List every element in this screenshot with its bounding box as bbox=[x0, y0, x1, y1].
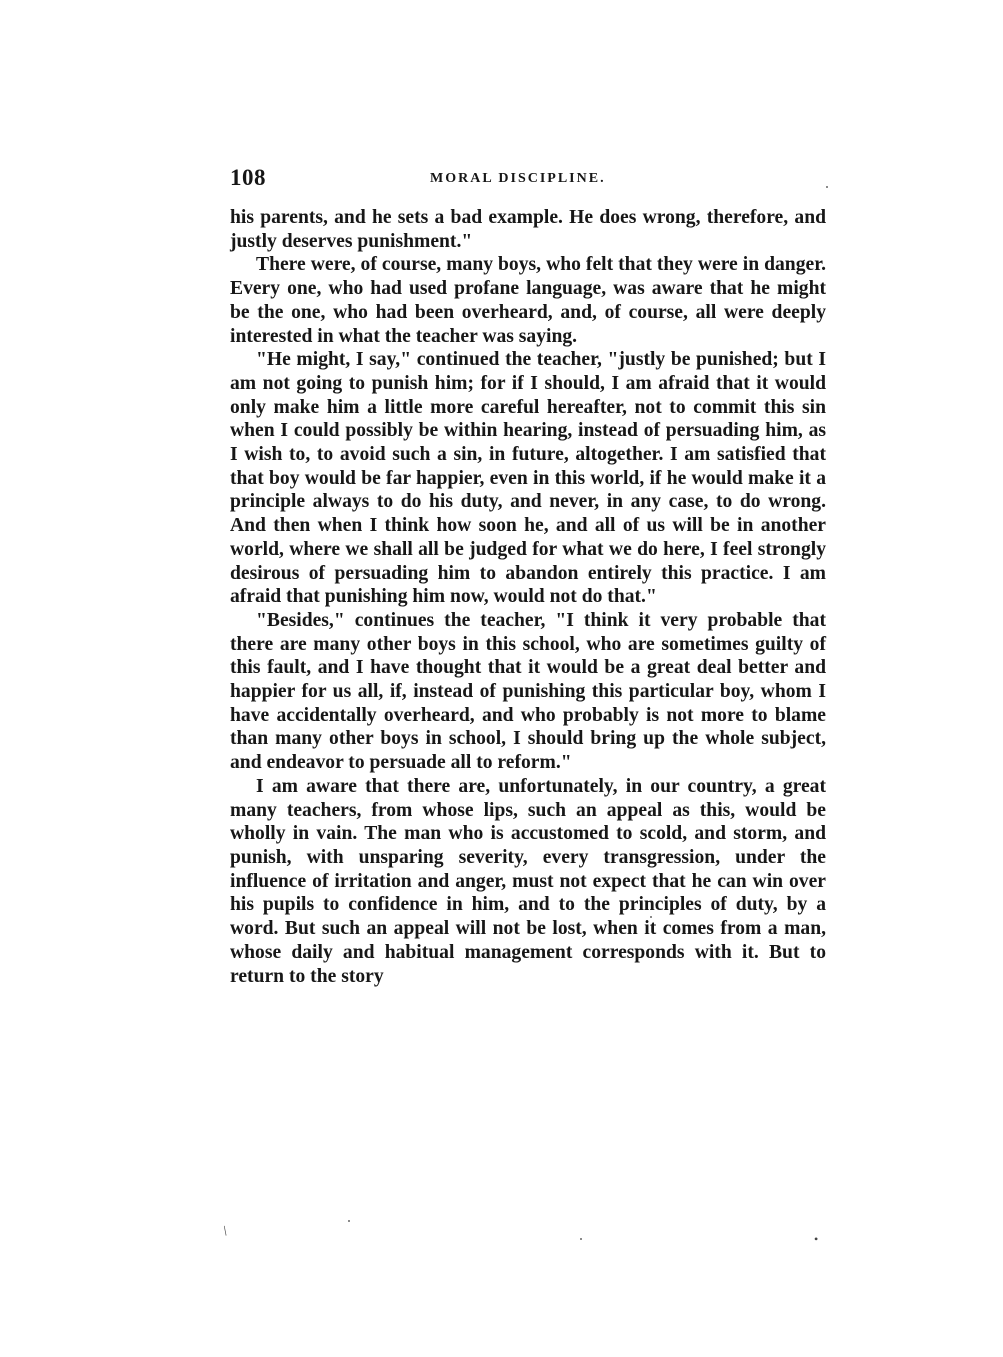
stray-mark: / bbox=[220, 1224, 232, 1240]
paragraph-4: "Besides," continues the teacher, "I think it very probable that there are many other boys in this school, who are sometimes guilty of this fault, and I have thought that it would be a great deal better and happier for us all, if, instead of punishing this particular boy, whom I have accidentally overheard, and who probably is not more to blame than many other boys in school, I should bring up the whole subject, and endeavor to persuade all to reform." bbox=[230, 609, 826, 774]
paragraph-1: his parents, and he sets a bad example. He does wrong, therefore, and justly deserves punishment." bbox=[230, 207, 826, 252]
paper-speck bbox=[580, 1238, 582, 1240]
paragraph-5: I am aware that there are, unfortunately, in our country, a great many teachers, from whose lips, such an appeal as this, would be wholly in vain. The man who is accustomed to scold, and storm, and punish, with unsparing severity, every transgression, under the influence of irritation and anger, must not expect that he can win over his pupils to confidence in him, and to the principles of duty, by a word. But such an appeal will not be lost, when it comes from a man, whose daily and habitual management corresponds with it. But to return to the story bbox=[230, 775, 826, 987]
paragraph-3: "He might, I say," continued the teacher, "justly be punished; but I am not going to punish him; for if I should, I am afraid that it would only make him a little more careful hereafter, not to commit this sin when I could possibly be within hearing, instead of persuading him, as I wish to, to avoid such a sin, in future, altogether. I am satisfied that that boy would be far happier, even in this world, if he would make it a principle always to do his duty, and never, in any case, to do wrong. And then when I think how soon he, and all of us will be in another world, where we shall all be judged for what we do here, I feel strongly desirous of persuading him to abandon entirely this practice. I am afraid that punishing him now, would not do that." bbox=[230, 349, 826, 608]
paper-speck bbox=[826, 186, 828, 188]
paper-speck bbox=[348, 1220, 350, 1222]
paragraph-2: There were, of course, many boys, who felt that they were in danger. Every one, who had used profane language, was aware that he might be the one, who had been overheard, and, of course, all were deeply interested in what the teacher was saying. bbox=[230, 254, 826, 347]
page-header bbox=[230, 165, 828, 195]
page-number: 108 bbox=[230, 165, 266, 190]
paper-speck bbox=[650, 916, 652, 918]
running-head: MORAL DISCIPLINE. bbox=[430, 171, 606, 186]
body-text bbox=[230, 206, 826, 988]
stray-mark: • bbox=[814, 1232, 819, 1246]
